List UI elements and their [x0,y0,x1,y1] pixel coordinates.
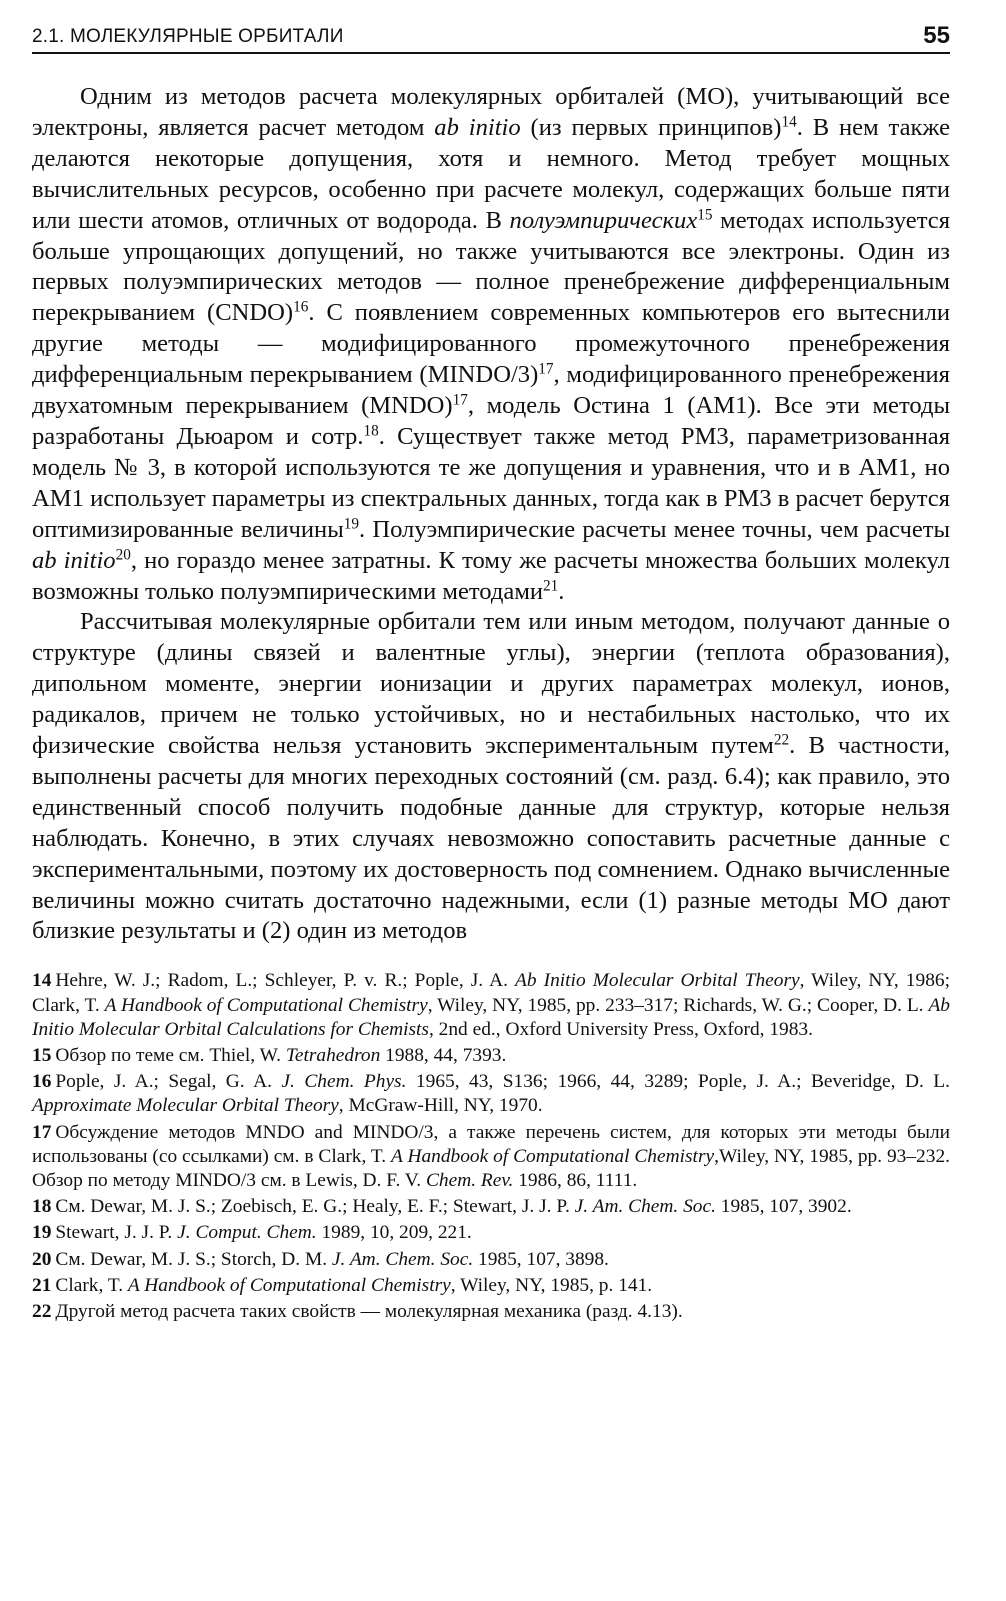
footnote [32,1195,950,1219]
text-span: 1986, 86, 1111. [513,1170,638,1191]
footnote-number: 20 [32,1248,52,1270]
page-number: 55 [923,22,950,49]
text-span: , модель Остина 1 (AM1). Все эти методы разработаны Дьюаром и сотр. [32,392,950,450]
text-span: Обсуждение методов MNDO and MINDO/3, а также перечень систем, для которых эти методы были использованы (со ссылками) см. в Clark, T. [32,1121,950,1167]
text-span: , но гораздо менее затратны. К тому же расчеты множества больших молекул возможны только полуэмпирическими методами [32,546,950,605]
footnote-ref: 17 [538,360,554,378]
text-span: 1988, 44, 7393. [380,1044,507,1066]
main-text [32,82,950,947]
text-span: 1985, 107, 3898. [473,1248,609,1270]
text-span: См. Dewar, M. J. S.; Zoebisch, E. G.; Healy, E. F.; Stewart, J. J. P. [55,1196,575,1218]
text-span: , Wiley, NY, 1986; Clark, T. [32,970,950,1016]
italic-span: J. Am. Chem. Soc. [331,1248,474,1270]
footnote-ref: 15 [697,206,713,224]
footnote [32,1221,950,1245]
footnote-number: 17 [32,1121,52,1143]
text-span: . Существует также метод PM3, параметризованная модель № 3, в которой используются те же допущения и уравнения, что и в AM1, но AM1 использует параметры из спектральных данных, тогда как в PM3 в расчет берутся оптимизированные величины [32,422,951,543]
footnote [32,1248,950,1272]
text-span: методах используется больше упрощающих допущений, но также учитываются все электроны. Один из первых полуэмпирических методов — полное пренебрежение дифференциальным перекрыванием (CNDO) [32,206,951,327]
italic-span: Chem. Rev. [425,1170,514,1191]
footnote [32,969,950,1042]
text-span: . Полуэмпирические расчеты менее точны, чем расчеты [359,515,951,543]
italic-span: A Handbook of Computational Chemistry [391,1145,715,1167]
italic-span: A Handbook of Computational Chemistry [104,994,428,1016]
footnotes [32,969,950,1324]
footnote [32,1044,950,1068]
text-span: , 2nd ed., Oxford University Press, Oxford, 1983. [428,1018,813,1040]
footnote-ref: 14 [781,113,797,131]
footnote-number: 15 [32,1044,52,1066]
running-title: 2.1. МОЛЕКУЛЯРНЫЕ ОРБИТАЛИ [32,26,344,47]
italic-span: J. Chem. Phys. [281,1071,407,1093]
footnote-ref: 19 [343,515,359,533]
footnote-number: 19 [32,1222,52,1244]
footnote [32,1070,950,1118]
text-span: , Wiley, NY, 1985, p. 141. [450,1274,653,1296]
text-span: Обзор по теме см. Thiel, W. [55,1044,286,1066]
italic-span: A Handbook of Computational Chemistry [127,1274,451,1296]
text-span: 1985, 107, 3902. [715,1196,852,1218]
footnote [32,1274,950,1298]
footnote [32,1121,950,1194]
text-span: . В частности, выполнены расчеты для многих переходных состояний (см. разд. 6.4); как правило, это единственный способ получить подобные данные для структур, которые нельзя наблюдать. Конечно, в этих случаях невозможно сопоставить расчетные данные с экспериментальными, поэтому их достоверность под сомнением. Однако вычисленные величины можно считать достаточно надежными, если (1) разные методы МО дают близкие результаты и (2) один из методов [32,732,950,945]
italic-span: ab initio [32,546,116,574]
page-header [32,18,950,54]
footnote-number: 16 [32,1071,52,1093]
text-span: Hehre, W. J.; Radom, L.; Schleyer, P. v. R.; Pople, J. A. [55,970,516,992]
footnote-ref: 21 [543,577,559,595]
italic-span: Ab Initio Molecular Orbital Theory [515,970,800,992]
italic-span: Approximate Molecular Orbital Theory [32,1095,339,1117]
text-span: , Wiley, NY, 1985, pp. 233–317; Richards, W. G.; Cooper, D. L. [427,994,929,1016]
footnote-ref: 22 [773,731,790,749]
text-span: Одним из методов расчета молекулярных орбиталей (МО), учитывающий все электроны, является расчет методом [32,83,950,141]
paragraph [32,607,950,947]
footnote [32,1300,950,1324]
footnote-number: 21 [32,1274,52,1296]
text-span: См. Dewar, M. J. S.; Storch, D. M. [55,1248,332,1270]
text-span: . С появлением современных компьютеров его вытеснили другие методы — модифицированного промежуточного пренебрежения дифференциальным перекрыванием (MINDO/3) [32,299,950,389]
text-span: ,Wiley, NY, 1985, pp. 93–232. Обзор по методу MINDO/3 см. в Lewis, D. F. V. [32,1145,950,1191]
text-span: Pople, J. A.; Segal, G. A. [55,1071,282,1093]
text-span: Stewart, J. J. P. [55,1222,178,1244]
footnote-number: 18 [32,1196,52,1218]
text-span: 1965, 43, S136; 1966, 44, 3289; Pople, J. A.; Beveridge, D. L. [406,1071,951,1093]
italic-span: Tetrahedron [285,1044,381,1066]
italic-span: J. Am. Chem. Soc. [574,1196,716,1218]
text-span: . [558,577,565,605]
footnote-ref: 20 [115,546,131,564]
book-page [32,18,950,1326]
text-span: . В нем также делаются некоторые допущения, хотя и немного. Метод требует мощных вычислительных ресурсов, особенно при расчете молекул, содержащих больше пяти или шести атомов, отличных от водорода. В [32,113,951,234]
italic-span: Ab Initio Molecular Orbital Calculations for Chemists [32,994,950,1040]
text-span: Другой метод расчета таких свойств — молекулярная механика (разд. 4.13). [55,1301,683,1323]
text-span: , McGraw-Hill, NY, 1970. [338,1095,543,1117]
footnote-number: 22 [32,1301,52,1323]
text-span: Clark, T. [55,1274,128,1296]
footnote-ref: 17 [452,391,468,409]
text-span: (из первых принципов) [520,113,782,141]
footnote-number: 14 [32,970,52,992]
text-span: 1989, 10, 209, 221. [316,1222,472,1244]
italic-span: ab initio [434,113,521,141]
footnote-ref: 18 [363,422,379,440]
paragraph [32,82,950,607]
footnote-ref: 16 [293,298,309,316]
italic-span: полуэмпирических [509,206,698,234]
italic-span: J. Comput. Chem. [177,1222,317,1244]
text-span: , модифицированного пренебрежения двухатомным перекрыванием (MNDO) [32,361,950,420]
text-span: Рассчитывая молекулярные орбитали тем или иным методом, получают данные о структуре (длины связей и валентные углы), энергии (теплота образования), дипольном моменте, энергии ионизации и других параметрах молекул, ионов, радикалов, причем не только устойчивых, но и нестабильных настолько, что их физические свойства нельзя установить экспериментальным путем [32,608,950,760]
